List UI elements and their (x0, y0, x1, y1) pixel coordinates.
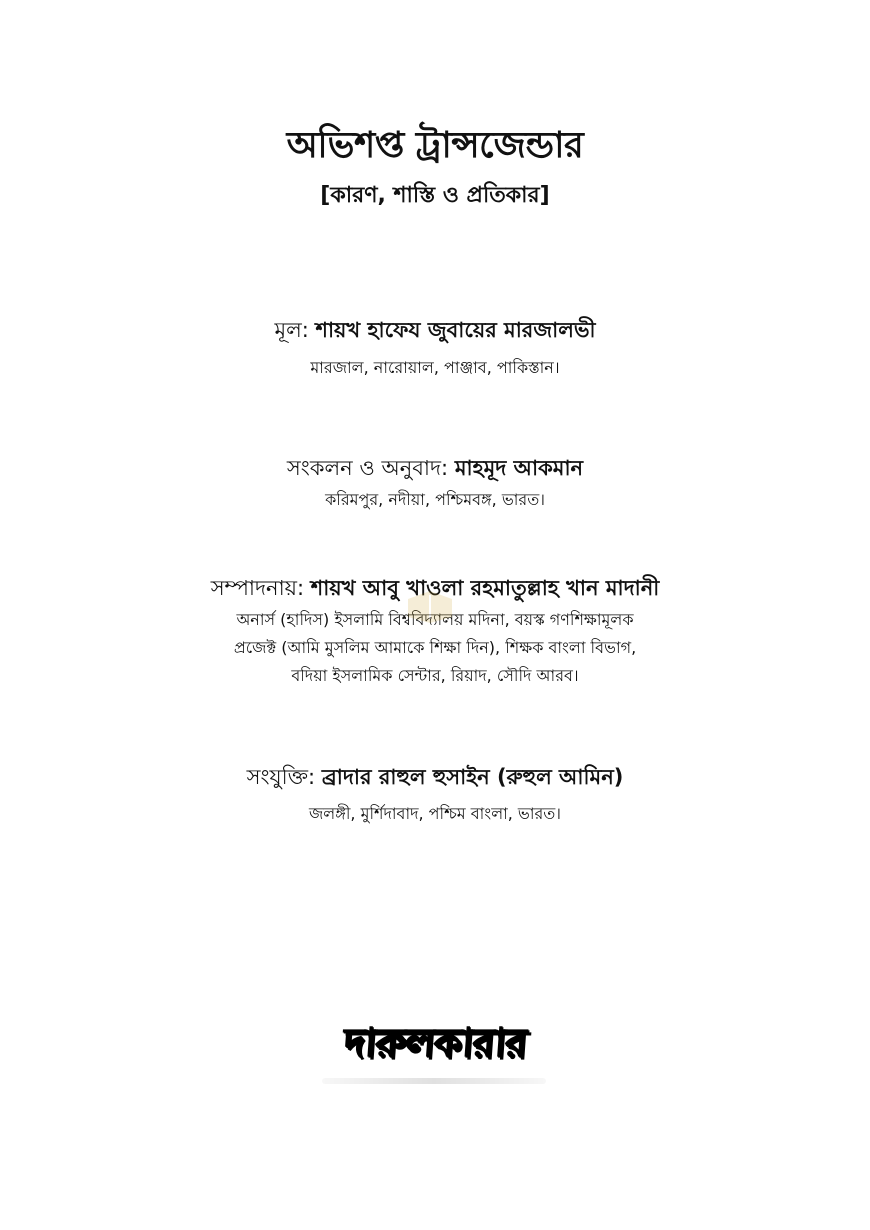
editor-details (0, 606, 870, 690)
editor-name: শায়খ আবু খাওলা রহমাতুল্লাহ খান মাদানী (310, 576, 660, 600)
editor-label: সম্পাদনায়: (210, 576, 305, 600)
author-name: শায়খ হাফেয জুবায়ের মারজালভী (315, 318, 596, 342)
author-credit (0, 314, 870, 349)
editor-detail-line: বদিয়া ইসলামিক সেন্টার, রিয়াদ, সৌদি আরব। (291, 666, 579, 685)
publisher-logo-reflection (322, 1078, 546, 1084)
book-subtitle: [কারণ, শাস্তি ও প্রতিকার] (320, 183, 550, 208)
contributor-name: ব্রাদার রাহুল হুসাইন (রুহুল আমিন) (321, 765, 624, 789)
translator-detail-line: করিমপুর, নদীয়া, পশ্চিমবঙ্গ, ভারত। (325, 490, 545, 509)
editor-credit (0, 572, 870, 607)
author-label: মূল: (274, 318, 309, 342)
translator-label: সংকলন ও অনুবাদ: (286, 456, 449, 480)
editor-detail-line: অনার্স (হাদিস) ইসলামি বিশ্ববিদ্যালয় মদিনা, বয়স্ক গণশিক্ষামূলক (236, 610, 634, 629)
author-detail-line: মারজাল, নারোয়াল, পাঞ্জাব, পাকিস্তান। (310, 358, 560, 377)
translator-credit (0, 452, 870, 487)
translator-details (0, 486, 870, 514)
contributor-details (0, 800, 870, 828)
contributor-credit (0, 761, 870, 796)
book-title: অভিশপ্ত ট্রান্সজেন্ডার (286, 125, 584, 166)
contributor-detail-line: জলঙ্গী, মুর্শিদাবাদ, পশ্চিম বাংলা, ভারত। (308, 804, 562, 823)
translator-name: মাহমূদ আকমান (454, 456, 584, 480)
publisher-logo (315, 1012, 555, 1078)
publisher-logo-text: দারুলকারার (342, 1020, 528, 1067)
editor-detail-line: প্রজেক্ট (আমি মুসলিম আমাকে শিক্ষা দিন), শিক্ষক বাংলা বিভাগ, (233, 638, 637, 657)
author-details (0, 354, 870, 382)
contributor-label: সংযুক্তি: (246, 765, 316, 789)
